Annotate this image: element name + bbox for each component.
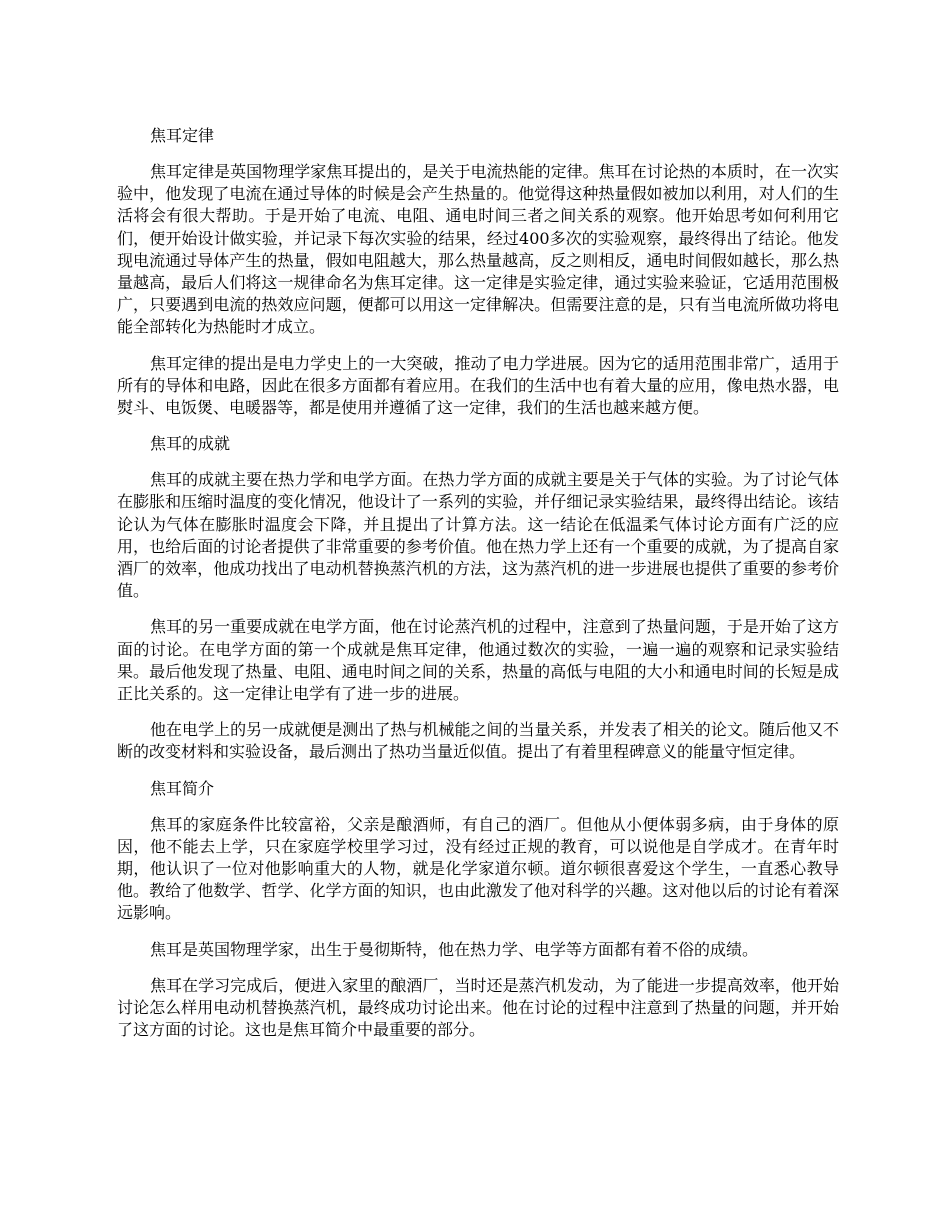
section-heading: 焦耳定律 <box>150 126 215 145</box>
paragraph: 焦耳的成就主要在热力学和电学方面。在热力学方面的成就主要是关于气体的实验。为了讨论气体在膨胀和压缩时温度的变化情况，他设计了一系列的实验，并仔细记录实验结果，最终得出结论。该结论认为气体在膨胀时温度会下降，并且提出了计算方法。这一结论在低温柔气体讨论方面有广泛的应用，也给后面的讨论者提供了非常重要的参考价值。他在热力学上还有一个重要的成就，为了提高自家酒厂的效率，他成功找出了电动机替换蒸汽机的方法，这为蒸汽机的进一步进展也提供了重要的参考价值。 <box>117 470 839 601</box>
section-joule-achievements <box>117 433 839 763</box>
document-body <box>117 125 839 1056</box>
paragraph: 焦耳定律是英国物理学家焦耳提出的，是关于电流热能的定律。焦耳在讨论热的本质时，在一次实验中，他发现了电流在通过导体的时候是会产生热量的。他觉得这种热量假如被加以利用，对人们的生活将会有很大帮助。于是开始了电流、电阻、通电时间三者之间关系的观察。他开始思考如何利用它们，便开始设计做实验，并记录下每次实验的结果，经过400多次的实验观察，最终得出了结论。他发现电流通过导体产生的热量，假如电阻越大，那么热量越高，反之则相反，通电时间假如越长，那么热量越高，最后人们将这一规律命名为焦耳定律。这一定律是实验定律，通过实验来验证，它适用范围极广，只要遇到电流的热效应问题，便都可以用这一定律解决。但需要注意的是，只有当电流所做功将电能全部转化为热能时才成立。 <box>117 162 839 337</box>
section-joule-law <box>117 125 839 419</box>
paragraph: 焦耳是英国物理学家，出生于曼彻斯特，他在热力学、电学等方面都有着不俗的成绩。 <box>150 939 759 959</box>
section-heading: 焦耳简介 <box>150 778 215 798</box>
paragraph: 焦耳的另一重要成就在电学方面，他在讨论蒸汽机的过程中，注意到了热量问题，于是开始了这方面的讨论。在电学方面的第一个成就是焦耳定律，他通过数次的实验，一遍一遍的观察和记录实验结果。最后他发现了热量、电阻、通电时间之间的关系，热量的高低与电阻的大小和通电时间的长短是成正比关系的。这一定律让电学有了进一步的进展。 <box>117 617 839 704</box>
section-heading: 焦耳的成就 <box>150 434 231 454</box>
paragraph: 他在电学上的另一成就便是测出了热与机械能之间的当量关系，并发表了相关的论文。随后他又不断的改变材料和实验设备，最后测出了热功当量近似值。提出了有着里程碑意义的能量守恒定律。 <box>117 720 839 762</box>
paragraph: 焦耳的家庭条件比较富裕，父亲是酿酒师，有自己的酒厂。但他从小便体弱多病，由于身体的原因，他不能去上学，只在家庭学校里学习过，没有经过正规的教育，可以说他是自学成才。在青年时期，他认识了一位对他影响重大的人物，就是化学家道尔顿。道尔顿很喜爱这个学生，一直悉心教导他。教给了他数学、哲学、化学方面的知识，也由此激发了他对科学的兴趣。这对他以后的讨论有着深远影响。 <box>117 814 839 923</box>
paragraph: 焦耳定律的提出是电力学史上的一大突破，推动了电力学进展。因为它的适用范围非常广，适用于所有的导体和电路，因此在很多方面都有着应用。在我们的生活中也有着大量的应用，像电热水器，电熨斗、电饭煲、电暖器等，都是使用并遵循了这一定律，我们的生活也越来越方便。 <box>117 353 839 418</box>
paragraph: 焦耳在学习完成后，便进入家里的酿酒厂，当时还是蒸汽机发动，为了能进一步提高效率，他开始讨论怎么样用电动机替换蒸汽机，最终成功讨论出来。他在讨论的过程中注意到了热量的问题，并开始了这方面的讨论。这也是焦耳简介中最重要的部分。 <box>117 975 839 1040</box>
section-joule-biography <box>117 778 839 1042</box>
